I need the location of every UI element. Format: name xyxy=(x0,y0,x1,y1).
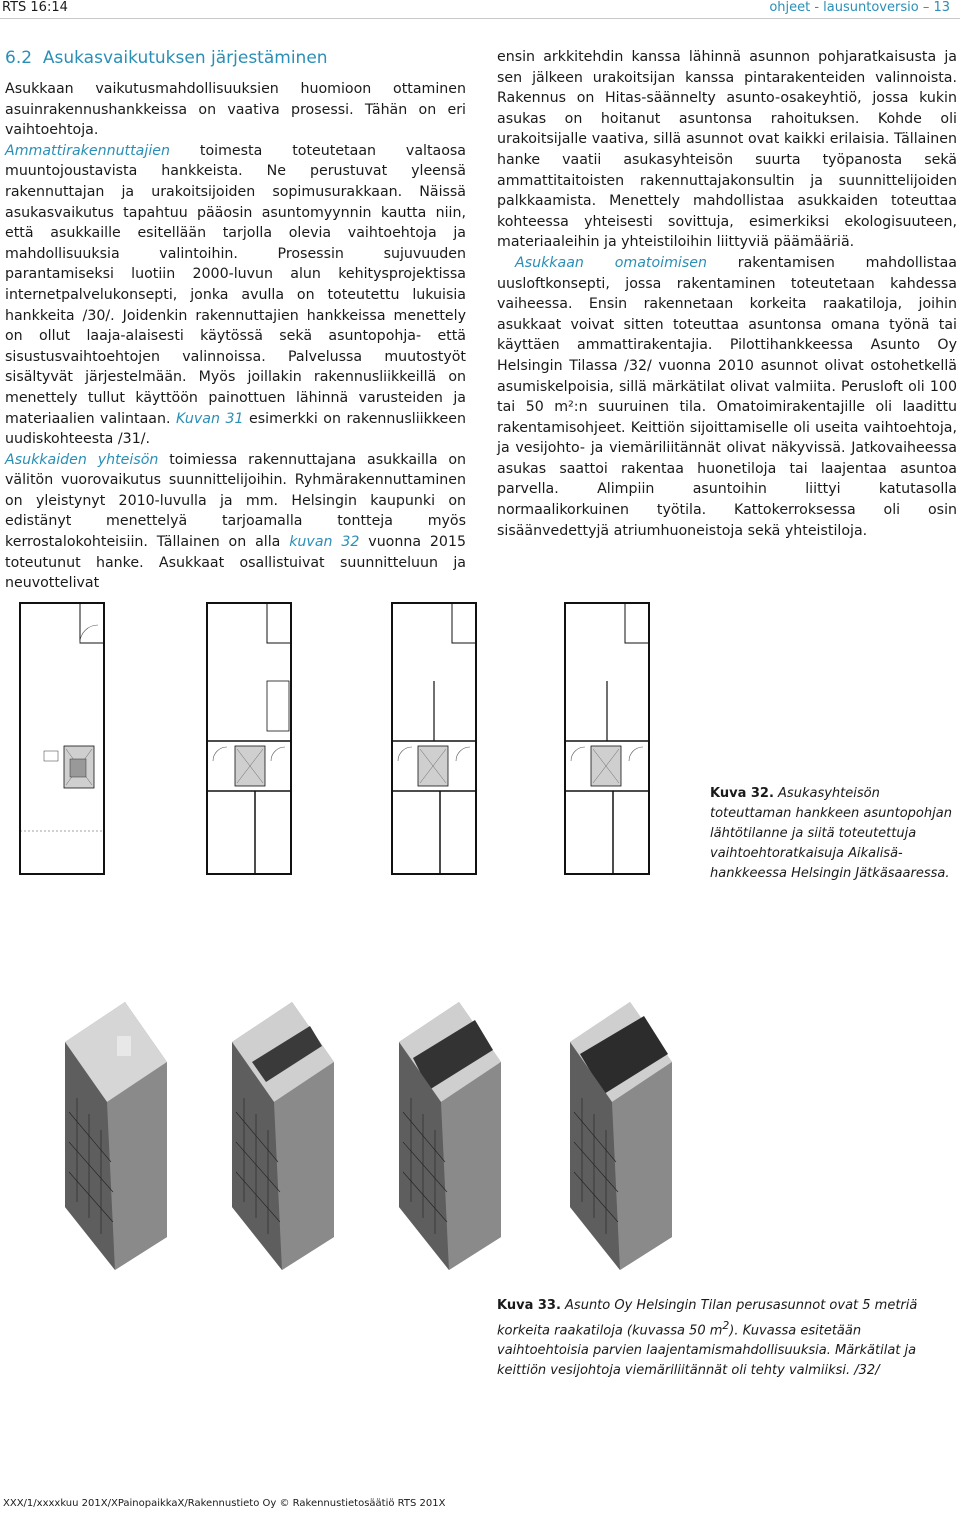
figure-reference[interactable]: Kuvan 31 xyxy=(175,410,244,427)
paragraph-text: esimerkki on rakennusliikkeen uudiskohteesta /31/. xyxy=(5,410,466,448)
paragraph xyxy=(5,79,466,141)
figure-33-caption xyxy=(497,1296,957,1381)
paragraph xyxy=(5,141,466,450)
caption-text: ). Kuvassa esitetään vaihtoehtoisia parvien laajentamismahdollisuuksia. Märkätilat ja keittiön vesijohtoja viemäriliitännät oli tehty valmiiksi. /32/ xyxy=(497,1323,917,1379)
caption-text: Asunto Oy Helsingin Tilan perusasunnot ovat 5 metriä korkeita raakatiloja (kuvassa 50 m xyxy=(497,1298,918,1339)
floor-plan-1 xyxy=(18,601,106,876)
header-rule xyxy=(0,18,960,19)
page-footer: XXX/1/xxxxkuu 201X/XPainopaikkaX/Rakennustieto Oy © Rakennustietosäätiö RTS 201X xyxy=(3,1498,446,1509)
figure-label: Kuva 33. xyxy=(497,1298,561,1313)
paragraph-text: Asukkaan vaikutusmahdollisuuksien huomioon ottaminen asuinrakennushankkeissa on vaativa prosessi. Tähän on eri vaihtoehtoja. xyxy=(5,81,466,139)
floor-plan-4 xyxy=(563,601,651,876)
iso-render-2 xyxy=(222,1002,338,1272)
term: Asukkaan omatoimisen xyxy=(515,254,707,271)
section-title: Asukasvaikutuksen järjestäminen xyxy=(42,48,328,68)
paragraph-text: vuonna 2015 toteutunut hanke. Asukkaat osallistuivat suunnitteluun ja neuvottelivat xyxy=(5,534,467,592)
paragraph xyxy=(497,253,957,541)
iso-render-4 xyxy=(560,1002,676,1272)
iso-render-1 xyxy=(55,1002,171,1272)
paragraph-text: ensin arkkitehdin kanssa lähinnä asunnon pohjaratkaisusta ja sen jälkeen urakoitsijan kanssa pintarakenteiden valinnoista. Rakennus on Hitas-säännelty asunto-osakeyhtiö, jossa kukin asukas on hoitanut asuntonsa rahoituksen. Kohde oli urakoitsijalle vaativa, sillä asunnot ovat kaikki erilaisia. Tällainen hanke vaatii asukasyhteisön suurta työpanosta sekä ammattitaitoisten rakennuttajakonsultin ja suunnittelijoiden palkkaamista. Menettely mahdollistaa asukkaiden toteuttaa kohteessa yhteisesti sovittuja, esimerkiksi ekologisuuteen, materiaaleihin ja yhteistiloihin liittyviä päämääriä. xyxy=(497,49,957,251)
paragraph-text: rakentamisen mahdollistaa uusloftkonsepti, jossa rakentaminen toteutetaan kahdessa vaiheessa. Ensin rakennetaan korkeita raakatiloja, joihin asukkaat voivat sitten toteuttaa asuntonsa omana työnä tai käyttäen ammattirakentajia. Pilottihankkeessa Asunto Oy Helsingin Tilassa /32/ vuonna 2010 asunnot olivat ostohetkellä asumiskelpoisia, sillä märkätilat olivat valmiita. Perusloft oli 100 tai 50 m²:n suuruinen tila. Omatoimirakentajille oli laadittu rakentamisohjeet. Keittiön sijoittamiselle oli useita vaihtoehtoja, ja vesijohto- ja viemäriliitännät olivat näkyvissä. Jatkovaiheessa asukas saattoi rakentaa huonetiloja tai laajentaa asuntoa parvella. Alimpiin asuntoihin liittyi katutasolla normaalikorkuinen työtila. Kattokerroksessa oli osin sisäänvedettyjä atriumhuoneistoja sekä yhteistiloja. xyxy=(497,254,957,539)
floor-plan-3 xyxy=(390,601,478,876)
section-number: 6.2 xyxy=(5,48,33,68)
figure-reference[interactable]: kuvan 32 xyxy=(289,534,360,551)
header-separator: – xyxy=(922,0,930,15)
page-number: 13 xyxy=(933,0,950,15)
term: Asukkaiden yhteisön xyxy=(5,451,159,468)
superscript: 2 xyxy=(722,1319,730,1332)
left-column xyxy=(5,47,466,594)
paragraph-text: toimiessa rakennuttajana asukkailla on välitön vuorovaikutus suunnittelijoihin. Ryhmärakennuttaminen on yleistynyt 2010-luvulla ja mm. Helsingin kaupunki on edistänyt menettelyä tarjoamalla tontteja myös kerrostalokohteisiin. Tällainen on alla xyxy=(5,451,467,551)
paragraph xyxy=(5,450,466,594)
floor-plan-2 xyxy=(205,601,293,876)
section-heading xyxy=(5,47,466,69)
header-doc-label: ohjeet - lausuntoversio xyxy=(769,0,919,15)
figure-label: Kuva 32. xyxy=(710,786,774,801)
right-column xyxy=(497,47,957,541)
header-left: RTS 16:14 xyxy=(2,0,68,15)
paragraph-text: toimesta toteutetaan valtaosa muuntojoustavista hankkeista. Ne perustuvat yleensä rakennuttajan ja urakoitsijoiden sopimusurakkaan. Näissä asukasvaikutus tapahtuu pääosin asuntomyynnin kautta niin, että asukkaille esitellään tarjolla olevia vaihtoehtoja ja mahdollisuuksia valintoihin. Prosessin sujuvuuden parantamiseksi luotiin 2000-luvun alun kehitysprojektissa internetpalvelukonsepti, jonka avulla on toteutettu lukuisia hankkeita /30/. Joidenkin rakennuttajien hankkeissa menettely on ollut laaja-alaisesti käytössä sekä asuntopohja- että sisustusvaihtoehtojen valinnoissa. Palvelussa muutostyöt sisältyvät järjestelmään. Myös joillakin rakennusliikkeillä on menettely tullut käyttöön painottuen lähinnä varusteiden ja materiaalien valintaan. xyxy=(5,142,466,427)
caption-text: Asukasyhteisön toteuttaman hankkeen asuntopohjan lähtötilanne ja siitä toteutettuja vaihtoehtoratkaisuja Aikalisä-hankkeessa Helsingin Jätkäsaaressa. xyxy=(710,786,952,881)
iso-render-3 xyxy=(389,1002,505,1272)
header-right xyxy=(769,0,950,15)
paragraph xyxy=(497,47,957,253)
term: Ammattirakennuttajien xyxy=(5,142,170,159)
figure-32-caption xyxy=(710,784,955,884)
